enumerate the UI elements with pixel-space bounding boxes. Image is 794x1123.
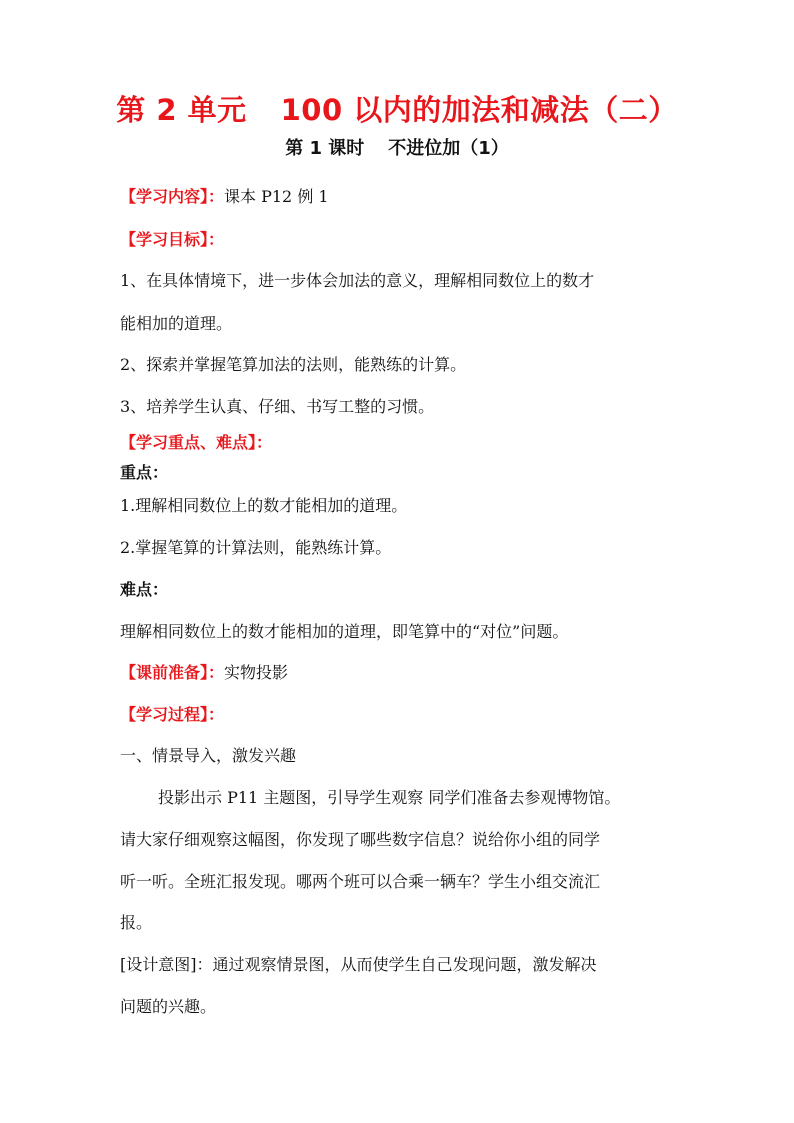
lesson-number: 第 1 课时 bbox=[285, 138, 365, 159]
preparation-text: 实物投影 bbox=[224, 663, 289, 682]
learning-content-text: 课本 P12 例 1 bbox=[224, 187, 329, 206]
key-heading: 重点： bbox=[120, 463, 169, 482]
learning-goals-heading bbox=[120, 229, 680, 251]
difficult-heading: 难点： bbox=[120, 580, 169, 599]
key-points-heading bbox=[120, 432, 680, 454]
unit-topic: 100 以内的加法和减法（二） bbox=[280, 93, 678, 127]
goal-item: 3、培养学生认真、仔细、书写工整的习惯。 bbox=[120, 397, 435, 416]
paragraph-line: 听一听。全班汇报发现。哪两个班可以合乘一辆车？学生小组交流汇 bbox=[120, 872, 601, 891]
difficult-text: 理解相同数位上的数才能相加的道理，即笔算中的“对位”问题。 bbox=[120, 622, 569, 641]
paragraph-line: 投影出示 P11 主题图，引导学生观察 同学们准备去参观博物馆。 bbox=[158, 788, 621, 807]
section-heading: 一、情景导入，激发兴趣 bbox=[120, 746, 297, 765]
goal-item: 1、在具体情境下，进一步体会加法的意义，理解相同数位上的数才 bbox=[120, 271, 595, 290]
learning-goals-label: 【学习目标】： bbox=[120, 230, 225, 249]
preparation-line bbox=[120, 662, 680, 684]
process-label: 【学习过程】： bbox=[120, 705, 225, 724]
unit-title bbox=[0, 88, 794, 129]
lesson-name: 不进位加（1） bbox=[388, 138, 509, 159]
unit-number: 第 2 单元 bbox=[116, 93, 247, 127]
design-intent-line: 问题的兴趣。 bbox=[120, 997, 217, 1016]
process-heading bbox=[120, 704, 680, 726]
learning-content-label: 【学习内容】： bbox=[120, 187, 225, 206]
paragraph-line: 请大家仔细观察这幅图，你发现了哪些数字信息？说给你小组的同学 bbox=[120, 830, 601, 849]
design-intent-line: [设计意图]：通过观察情景图，从而使学生自己发现问题，激发解决 bbox=[120, 955, 597, 974]
key-points-label: 【学习重点、难点】： bbox=[120, 433, 273, 452]
key-item: 2.掌握笔算的计算法则，能熟练计算。 bbox=[120, 538, 392, 557]
key-item: 1.理解相同数位上的数才能相加的道理。 bbox=[120, 496, 408, 515]
learning-content-line bbox=[120, 186, 680, 208]
goal-item: 能相加的道理。 bbox=[120, 314, 233, 333]
goal-item: 2、探索并掌握笔算加法的法则，能熟练的计算。 bbox=[120, 355, 467, 374]
paragraph-line: 报。 bbox=[120, 913, 153, 932]
preparation-label: 【课前准备】： bbox=[120, 663, 225, 682]
lesson-subtitle bbox=[0, 134, 794, 160]
